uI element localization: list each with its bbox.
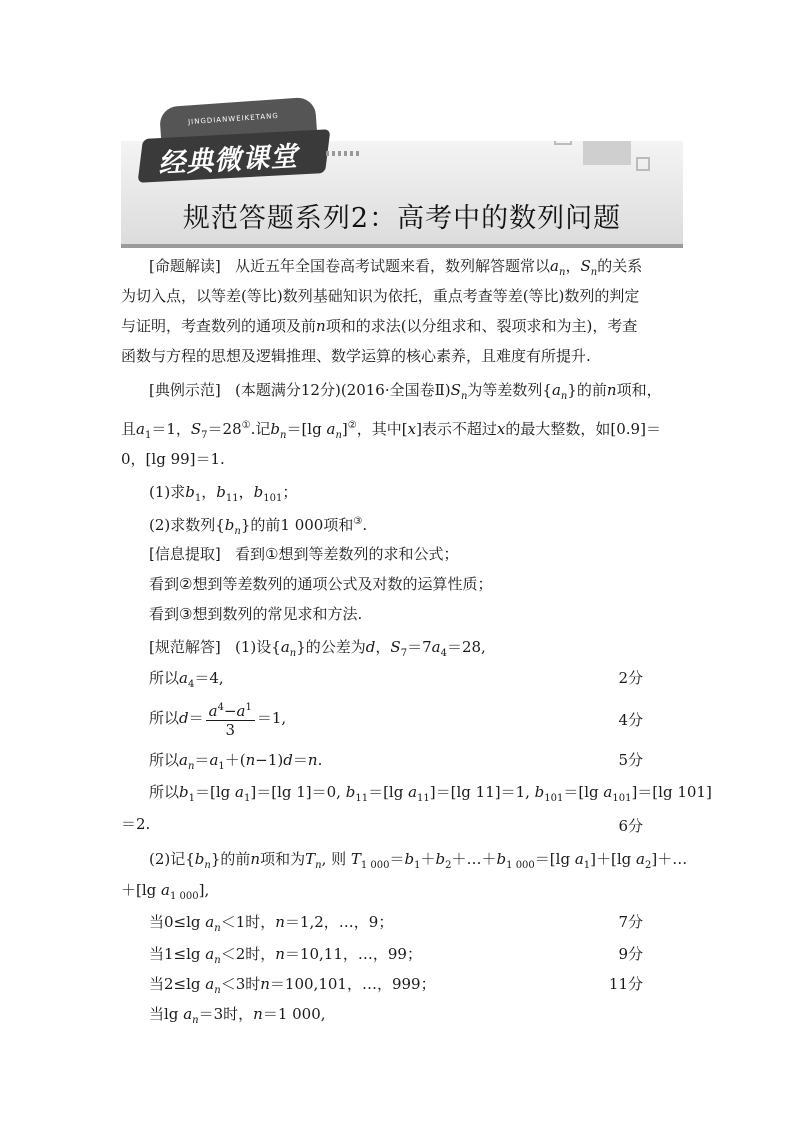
example-line-1: [典例示范] (本题满分12分)(2016·全国卷$Ⅱ)S_n$为等差数列$\{a_n\}$的前n项和， bbox=[149, 381, 662, 402]
example-line-3: 0，[lg 99]＝1. bbox=[121, 450, 225, 468]
example-line-2: 且$a_1=1$，$S_7=28^①$.记$b_n=[\lg$ $a_n]^②$，其中[x]表示不超过x的最大整数，如[0.9]＝ bbox=[121, 420, 661, 441]
score-2: 4分 bbox=[618, 711, 643, 729]
step-4: 所以$b_1=[\lg$ $a_1]=[\lg$ 1]＝0, $b_{11}=[\lg$ $a_{11}]=[\lg$ 11]＝1, $b_{101}=[\lg$ $a_{101}]=[\lg$ 101] bbox=[149, 783, 712, 804]
case-4: 当$\lg a_n=3$时，n＝1 000, bbox=[149, 1005, 326, 1026]
info-line-3: 看到③想到数列的常见求和方法. bbox=[149, 605, 363, 623]
intro-line-1: [命题解读] 从近五年全国卷高考试题来看，数列解答题常以$a_n$，$S_n$的关系 bbox=[149, 257, 643, 278]
question-2: (2)求数列$\{b_n\}$的前1 000项和③. bbox=[149, 516, 368, 537]
step-4-cont: ＝2. bbox=[121, 815, 151, 833]
intro-line-2: 为切入点，以等差(等比)数列基础知识为依托，重点考查等差(等比)数列的判定 bbox=[121, 287, 640, 305]
info-line-1: [信息提取] 看到①想到等差数列的求和公式； bbox=[149, 545, 459, 563]
logo-text: 经典微课堂 bbox=[157, 141, 299, 180]
step-3: 所以$a_n=a_1+(n-1)d=n$. bbox=[149, 751, 323, 772]
step-2: 所以d＝ $\frac{a^4-a^1}{3}$ ＝1, bbox=[149, 699, 286, 739]
intro-line-4: 函数与方程的思想及逻辑推理、数学运算的核心素养，且难度有所提升. bbox=[121, 347, 591, 365]
intro-line-3: 与证明，考查数列的通项及前n项和的求法(以分组求和、裂项求和为主)，考查 bbox=[121, 317, 638, 335]
info-line-2: 看到②想到等差数列的通项公式及对数的运算性质； bbox=[149, 575, 493, 593]
answer-line-1: [规范解答] (1)设$\{a_n\}$的公差为d，$S_7=7a_4=28$, bbox=[149, 638, 486, 659]
step-1: 所以$a_4=4$, bbox=[149, 669, 224, 690]
score-7: 11分 bbox=[608, 975, 643, 993]
page-title: 规范答题系列2：高考中的数列问题 bbox=[182, 203, 622, 234]
score-6: 9分 bbox=[618, 945, 643, 963]
fraction: $\frac{a^4-a^1}{3}$ bbox=[206, 699, 255, 739]
score-3: 5分 bbox=[618, 751, 643, 769]
case-1: 当0≤lg $a_n<1$时，n＝1,2，…，9； bbox=[149, 913, 394, 934]
score-5: 7分 bbox=[618, 913, 643, 931]
score-4: 6分 bbox=[618, 817, 643, 835]
case-3: 当2≤lg $a_n<3$时n＝100,101，…，999； bbox=[149, 975, 436, 996]
case-2: 当1≤lg $a_n<2$时，n＝10,11，…，99； bbox=[149, 945, 422, 966]
part2-line-1: (2)记$\{b_n\}$的前n项和为$T_n$, 则 $T_{1 000}=b_1+b_2+\dots+b_{1 000}=[\lg$ $a_1]+[\lg$ $a_2]+\dots$ bbox=[149, 850, 688, 871]
decorative-square bbox=[583, 141, 631, 165]
decorative-dots bbox=[326, 151, 360, 156]
logo-pinyin: JINGDIANWEIKETANG bbox=[187, 111, 280, 127]
decorative-square bbox=[636, 157, 650, 171]
question-1: (1)求$b_1$，$b_{11}$，$b_{101}$； bbox=[149, 483, 298, 504]
score-1: 2分 bbox=[618, 669, 643, 687]
part2-line-2: ＋[lg $a_{1 000}$], bbox=[121, 881, 210, 902]
decorative-square bbox=[554, 141, 572, 145]
